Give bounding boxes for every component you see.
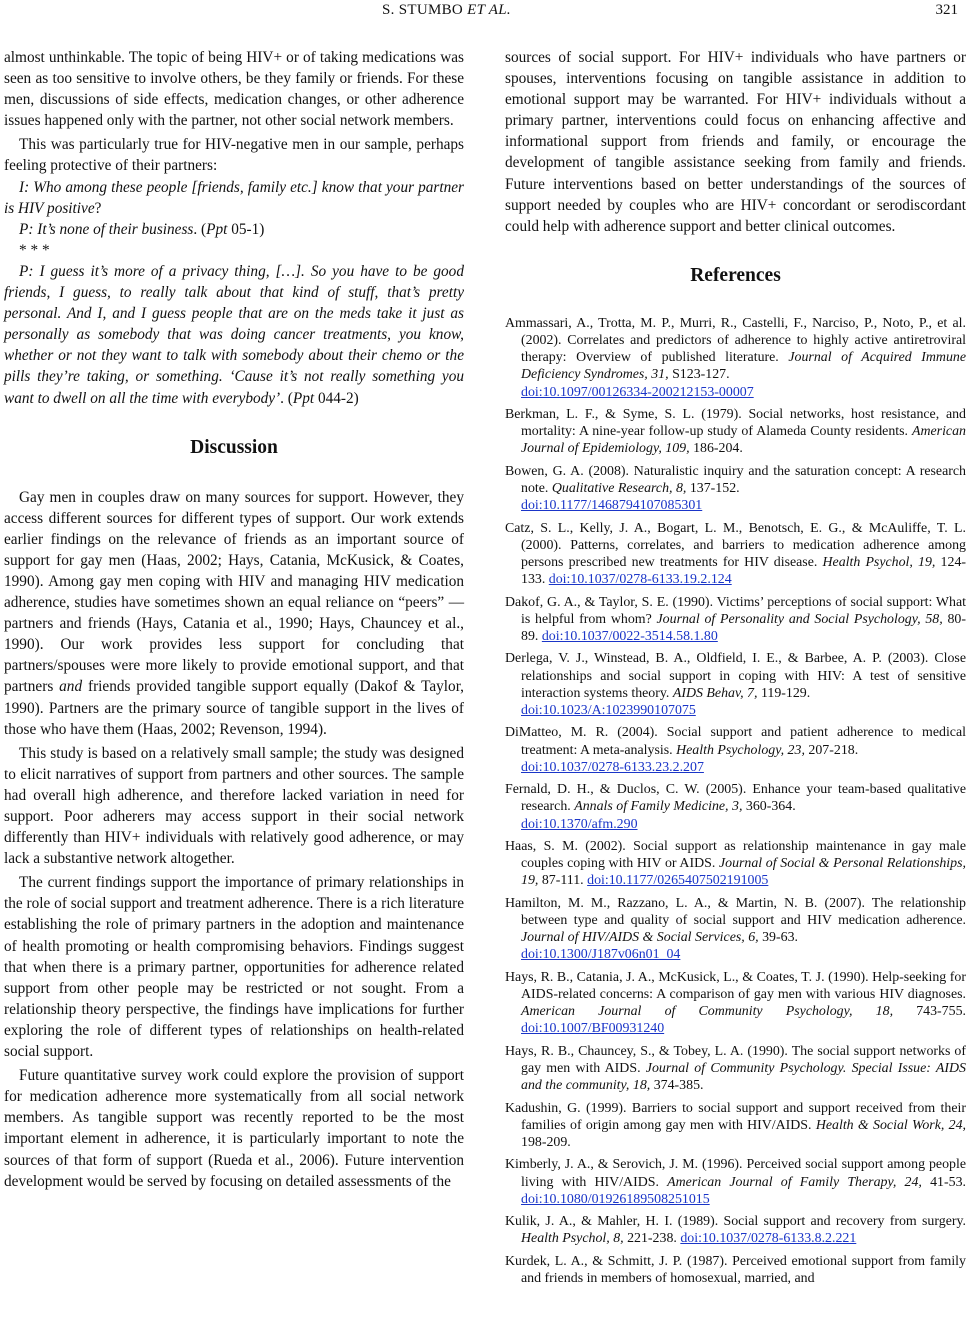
reference-text: Catz, S. L., Kelly, J. A., Bogart, L. M., Benotsch, E. G., & McAuliffe, T. L. (2000). Patterns, correlates, and barriers to medication adherence among persons prescribed new treatments for HIV disease. [505,520,966,571]
doi-link[interactable]: doi:10.1177/0265407502191005 [587,873,769,889]
reference-entry [505,838,966,890]
reference-pages: 119-129. [757,685,811,701]
reference-journal: Journal of Community Psychology. Special Issue: AIDS and the community, 18, [521,1061,966,1094]
reference-pages: 221-238. [623,1231,681,1247]
reference-pages: 186-204. [689,441,743,457]
reference-pages: S123-127. [668,367,730,383]
reference-pages: 374-385. [650,1078,704,1094]
reference-text: DiMatteo, M. R. (2004). Social support and patient adherence to medical treatment: A meta-analysis. [505,725,966,758]
reference-text: Bowen, G. A. (2008). Naturalistic inquiry and the saturation concept: A research note. [505,463,966,497]
doi-link[interactable]: doi:10.1177/1468794107085301 [521,498,703,514]
reference-list [505,315,966,1287]
paragraph: This study is based on a relatively small sample; the study was designed to elicit narratives of support from partners and other sources. The sample had overall high adherence, and therefore lacked variation in need for support. Poor adherers may access support in their social network differently than HIV+ individuals with relatively good adherence, or may lack a substantive network altogether. [4,744,464,868]
reference-entry [505,969,966,1038]
reference-pages: 124-133. [521,555,967,588]
paragraph: This was particularly true for HIV-negative men in our sample, perhaps feeling protective of their partners: [4,136,464,175]
reference-pages: 743-755. [893,1004,966,1020]
reference-text: Derlega, V. J., Winstead, B. A., Oldfield, I. E., & Barbee, A. P. (2003). Close relationships and social support in coping with HIV: A test of sensitive interaction systems theory. [505,651,966,701]
reference-entry [505,1213,966,1247]
reference-journal: Annals of Family Medicine, 3, [574,799,743,815]
separator-stars: * * * [19,241,50,259]
reference-text: Hays, R. B., Chauncey, S., & Tobey, L. A. (1990). The social support networks of gay men with AIDS. [505,1043,966,1077]
reference-entry [505,895,966,964]
reference-entry [505,463,966,515]
paragraph: almost unthinkable. The topic of being HIV+ or of taking medications was seen as too sensitive to involve others, be they family or friends. For these men, discussions of side effects, medication changes, or other adherence issues happened only with the partner, not other social network members. [4,49,464,130]
reference-journal: AIDS Behav, 7, [672,685,758,701]
doi-link[interactable]: doi:10.1300/J187v06n01_04 [521,947,681,963]
paragraph: The current findings support the importance of primary relationships in the role of social support and treatment adherence. There is a rich literature establishing the role of primary partners in the adoption and maintenance of health promoting or health compromising behaviors. Findings suggest that when there is a primary partner, opportunities for adherence related support from other people may be restricted or not sought. From a relationship theory perspective, the findings have implications for further exploring the role of different types of relationships on health-related social support. [4,874,464,1061]
reference-text: Dakof, G. A., & Taylor, S. E. (1990). Victims’ perceptions of social support: What is helpful from whom? [505,594,966,627]
reference-journal: Health Psychol, 8, [521,1231,624,1247]
reference-text: Kimberly, J. A., & Serovich, J. M. (1996). Perceived social support among people living with HIV/AIDS. [505,1157,966,1190]
running-head: S. STUMBO ET AL. [382,2,511,18]
references-heading: References [690,264,781,286]
reference-journal: American Journal of Family Therapy, 24, [667,1174,922,1190]
interview-quote: I: Who among these people [friends, family etc.] know that your partner is HIV positive? [4,178,465,217]
reference-entry [505,1100,966,1152]
doi-link[interactable]: doi:10.1037/0278-6133.19.2.124 [548,572,732,588]
reference-journal: Journal of Social & Personal Relationships, 19, [521,856,966,889]
reference-journal: Health & Social Work, 24, [815,1117,966,1133]
reference-journal: Health Psychol, 19, [822,555,936,571]
reference-pages: 87-111. [538,873,588,889]
reference-entry [505,594,966,646]
page-number: 321 [935,2,958,18]
doi-link[interactable]: doi:10.1080/01926189508251015 [521,1191,710,1207]
reference-journal: Health Psychology, 23, [676,742,805,758]
reference-journal: American Journal of Community Psychology, 18, [521,1004,894,1020]
reference-pages: 41-53. [921,1174,966,1190]
reference-text: Kurdek, L. A., & Schmitt, J. P. (1987). Perceived emotional support from family and friends in members of homosexual, married, and [505,1253,966,1287]
reference-journal: Journal of Acquired Immune Deficiency Syndromes, 31, [521,350,966,383]
reference-entry [505,1156,966,1208]
reference-entry [505,1043,966,1095]
reference-text: Fernald, D. H., & Duclos, C. W. (2005). Enhance your team-based qualitative research. [505,782,966,815]
reference-pages: 80-89. [521,611,967,645]
reference-entry [505,650,966,719]
paragraph: Gay men in couples draw on many sources for support. However, they access different sources for different types of support. Our work extends earlier findings on the relevance of friends as an important source of support for gay men (Haas, 2002; Hays, Catania, McKusick, & Coates, 1990). Among gay men coping with HIV and managing HIV medication adherence, studies have sometimes shown an equal reliance on “peers” —partners and friends (Hays, Catania et al., 1990; Hays, Chauncey et al., 1990). Our work provides less support for concluding that partners/spouses were more likely to provide emotional support, and that partners and friends provided tangible support equally (Dakof & Taylor, 1990). Partners are the primary source of tangible support in the lives of those who have them (Haas, 2002; Revenson, 1994). [4,488,465,738]
reference-text: Haas, S. M. (2002). Social support as relationship maintenance in gay male couples coping with HIV or AIDS. [505,839,966,872]
reference-text: Ammassari, A., Trotta, M. P., Murri, R., Castelli, F., Narciso, P., Noto, P., et al. (2002). Correlates and predictors of adherence to highly active antiretroviral therapy: Overview of published literature. [505,315,966,366]
paragraph: Future quantitative survey work could explore the provision of support for medication adherence more systematically from all social network members. As tangible support was recently reported to be the most important element in adherence, it is particularly important to note the sources of that form of support (Rueda et al., 2006). Future intervention development would be served by focusing on detailed assessments of the [4,1067,464,1190]
doi-link[interactable]: doi:10.1370/afm.290 [521,816,638,832]
doi-link[interactable]: doi:10.1037/0278-6133.23.2.207 [521,759,704,775]
reference-journal: American Journal of Epidemiology, 109, [521,424,966,457]
doi-link[interactable]: doi:10.1037/0278-6133.8.2.221 [680,1231,857,1247]
doi-link[interactable]: doi:10.1007/BF00931240 [521,1021,665,1037]
doi-link[interactable]: doi:10.1037/0022-3514.58.1.80 [541,629,718,645]
right-column [505,47,966,1292]
reference-text: Kulik, J. A., & Mahler, H. I. (1989). Social support and recovery from surgery. [505,1214,966,1230]
discussion-heading: Discussion [190,436,278,458]
reference-pages: 137-152. [686,481,740,497]
reference-entry [505,724,966,776]
left-column [4,47,464,1192]
reference-entry [505,406,966,458]
doi-link[interactable]: doi:10.1023/A:1023990107075 [521,703,696,719]
reference-text: Hamilton, M. M., Razzano, L. A., & Martin, N. B. (2007). The relationship between type and quality of social support and HIV medication adherence. [505,895,966,929]
reference-text: Hays, R. B., Catania, J. A., McKusick, L., & Coates, T. J. (1990). Help-seeking for AIDS-related concerns: A comparison of gay men with various HIV diagnoses. [505,969,966,1003]
reference-journal: Qualitative Research, 8, [551,481,687,497]
reference-entry [505,520,966,589]
reference-text: Berkman, L. F., & Syme, S. L. (1979). Social networks, host resistance, and mortality: A nine-year follow-up study of Alameda County residents. [505,407,966,440]
reference-pages: 207-218. [804,742,859,758]
reference-journal: Journal of Personality and Social Psychology, 58, [656,611,943,627]
doi-link[interactable]: doi:10.1097/00126334-200212153-00007 [521,384,754,400]
interview-quote: P: It’s none of their business. (Ppt 05-1) [19,220,265,238]
reference-pages: 360-364. [742,799,796,815]
reference-pages: 39-63. [758,930,798,946]
interview-quote: P: I guess it’s more of a privacy thing, […]. So you have to be good friends, I guess, to really talk about that kind of stuff, that’s pretty personal. And I, and I guess people that are on the meds take it just as personally as somebody that was doing cancer treatments, you know, whether or not they want to talk with somebody about their chemo or the pills they’re taking, or something. ‘Cause it’s not really something you want to dwell on all the time with everybody’. (Ppt 044-2) [4,262,464,407]
reference-entry [505,1253,966,1287]
paragraph: sources of social support. For HIV+ individuals who have partners or spouses, interventions focusing on tangible assistance in addition to emotional support may be warranted. For HIV+ individuals without a primary partner, interventions could focus on enhancing affective and informational support from friends and family, or encourage the development of tangible assistance seeking from family and friends. Future interventions based on better understandings of the sources of support needed by couples who are HIV+ concordant or serodiscordant could help with adherence support and better clinical outcomes. [505,49,966,235]
reference-text: Kadushin, G. (1999). Barriers to social support and support received from their families of origin among gay men with HIV/AIDS. [505,1100,966,1133]
reference-entry [505,781,966,833]
reference-journal: Journal of HIV/AIDS & Social Services, 6, [521,930,759,946]
page-header [0,0,968,22]
reference-pages: 198-209. [521,1135,571,1151]
reference-entry [505,315,966,401]
